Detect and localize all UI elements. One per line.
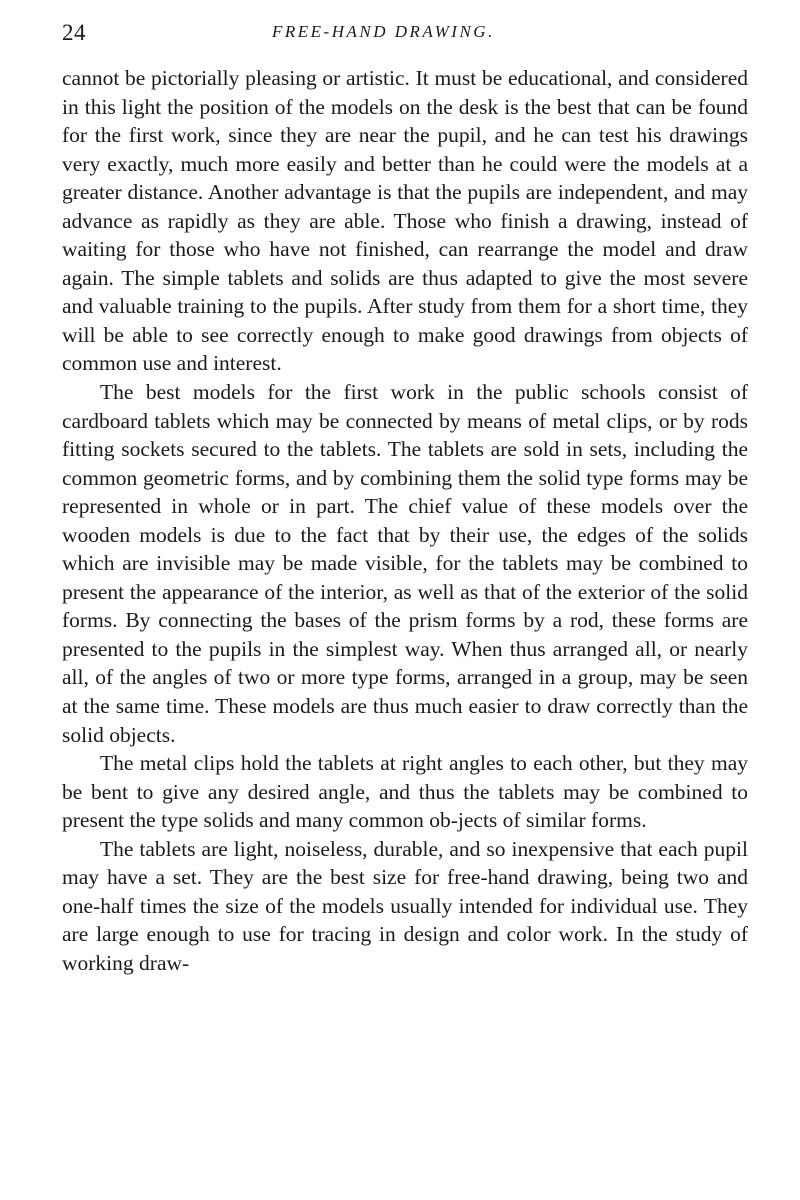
running-title: FREE-HAND DRAWING.	[272, 22, 495, 41]
body-text	[62, 64, 748, 978]
page-header	[62, 18, 748, 48]
page-number: 24	[62, 20, 86, 45]
paragraph-1: cannot be pictorially pleasing or artistic. It must be educational, and considered in this light the position of the models on the desk is the best that can be found for the first work, since they are near the pupil, and he can test his drawings very exactly, much more easily and better than he could were the models at a greater distance. Another advantage is that the pupils are independent, and may advance as rapidly as they are able. Those who finish a drawing, instead of waiting for those who have not finished, can rearrange the model and draw again. The simple tablets and solids are thus adapted to give the most severe and valuable training to the pupils. After study from them for a short time, they will be able to see correctly enough to make good drawings from objects of common use and interest.	[62, 66, 748, 376]
paragraph-4: The tablets are light, noiseless, durable, and so inexpensive that each pupil may have a set. They are the best size for free-hand drawing, being two and one-half times the size of the models usually intended for individual use. They are large enough to use for tracing in design and color work. In the study of working draw-	[62, 836, 748, 975]
paragraph-3: The metal clips hold the tablets at right angles to each other, but they may be bent to give any desired angle, and thus the tablets may be combined to present the type solids and many common ob-jects of similar forms.	[62, 751, 748, 833]
paragraph-2: The best models for the first work in the public schools consist of cardboard tablets which may be connected by means of metal clips, or by rods fitting sockets secured to the tablets. The tablets are sold in sets, including the common geometric forms, and by combining them the solid type forms may be represented in whole or in part. The chief value of these models over the wooden models is due to the fact that by their use, the edges of the solids which are invisible may be made visible, for the tablets may be combined to present the appearance of the interior, as well as that of the exterior of the solid forms. By connecting the bases of the prism forms by a rod, these forms are presented to the pupils in the simplest way. When thus arranged all, or nearly all, of the angles of two or more type forms, arranged in a group, may be seen at the same time. These models are thus much easier to draw correctly than the solid objects.	[62, 380, 748, 747]
